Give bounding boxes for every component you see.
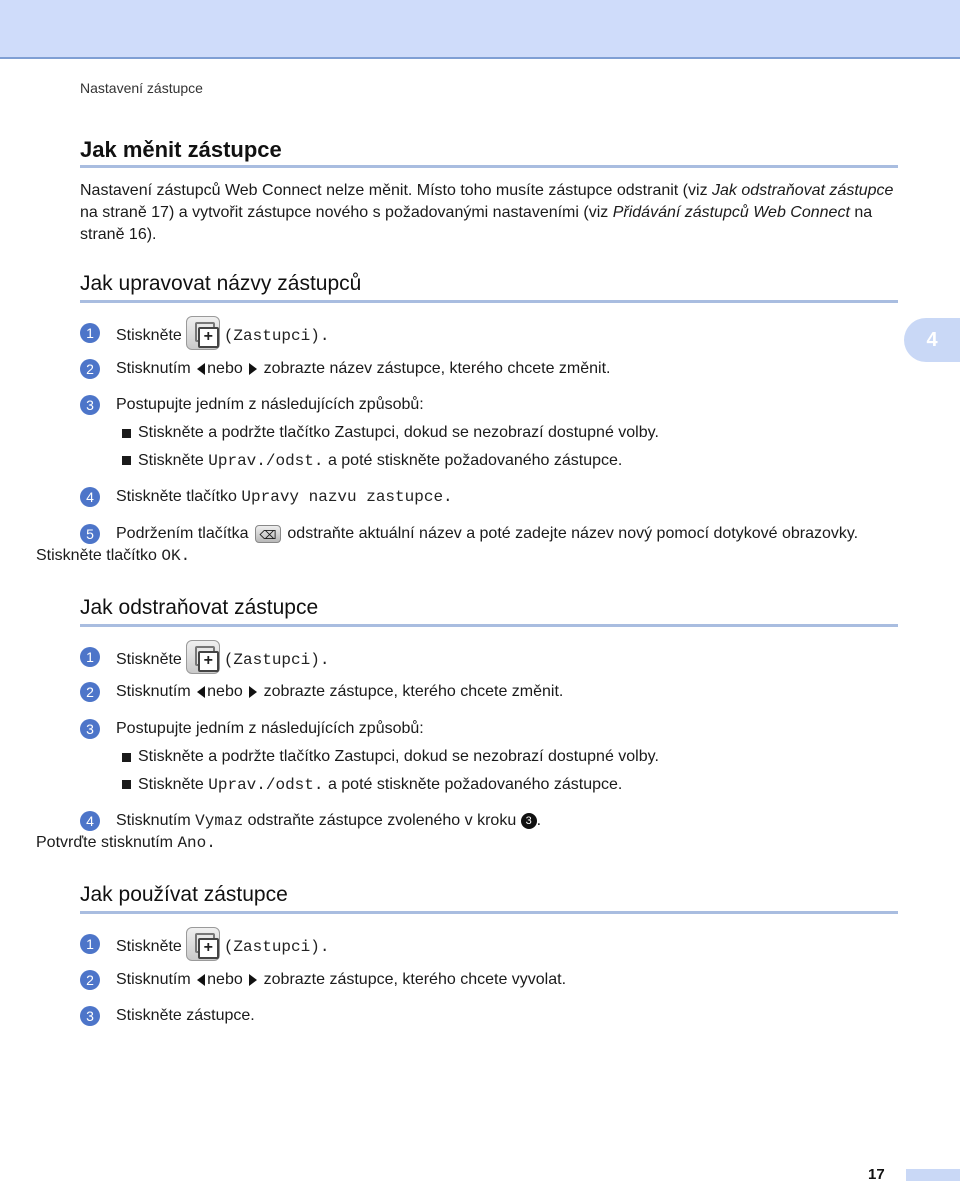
chapter-tab: 4 [904,318,960,362]
step-text: odstraňte zástupce zvoleného v kroku [247,812,517,829]
step-item [80,969,910,991]
bullet-text: Stiskněte [138,452,204,469]
section-intro-paragraph [80,180,898,246]
ui-term: Ano. [177,834,216,852]
ui-term: (Zastupci). [223,938,330,957]
bullet-item [138,450,622,472]
ui-term: (Zastupci). [223,651,330,670]
ui-term: Uprav./odst. [208,452,324,470]
step-text: Stiskněte tlačítko [36,547,157,564]
step-text: Stisknutím [116,971,191,988]
step-continuation [36,832,216,854]
right-arrow-icon [249,974,257,986]
step-item [80,358,910,380]
bullet-text: a poté stiskněte požadovaného zástupce. [327,452,623,469]
step-number: 2 [80,359,100,379]
cross-reference-link[interactable]: Přidávání zástupců Web Connect [612,204,850,221]
step-text: Potvrďte stisknutím [36,834,173,851]
step-item [80,486,910,508]
step-text: Stiskněte zástupce. [116,1007,255,1024]
ui-term: (Zastupci). [223,327,330,346]
section-title-change-shortcuts: Jak měnit zástupce [80,137,282,162]
intro-text-a: Nastavení zástupců Web Connect nelze měnit. Místo toho musíte zástupce odstranit (viz [80,182,713,199]
bullet-marker [122,753,131,762]
bullet-text: Stiskněte a podržte tlačítko Zastupci, dokud se nezobrazí dostupné volby. [138,748,659,765]
section-divider [80,911,898,914]
section-divider [80,624,898,627]
cross-reference-link[interactable]: Jak odstraňovat zástupce [712,182,894,199]
section-title-delete-shortcuts: Jak odstraňovat zástupce [80,596,319,619]
step-item [80,646,910,668]
left-arrow-icon [197,974,205,986]
step-text: Stiskněte [116,327,182,345]
step-item [80,523,910,545]
intro-text-b: na straně 17) a vytvořit zástupce nového s požadovanými nastaveními (viz [80,204,613,221]
step-text: nebo [207,360,243,377]
section-divider [80,300,898,303]
step-number: 2 [80,682,100,702]
step-text: Stiskněte [116,651,182,669]
step-number: 3 [80,395,100,415]
bullet-text: Stiskněte a podržte tlačítko Zastupci, dokud se nezobrazí dostupné volby. [138,424,659,441]
intro-text-c: na straně 16). [80,204,873,243]
step-number: 1 [80,323,100,343]
right-arrow-icon [249,363,257,375]
step-item [80,681,910,703]
step-item [80,810,910,832]
bullet-marker [122,456,131,465]
ui-term: Uprav./odst. [208,776,324,794]
step-text: Stisknutím [116,683,191,700]
section-title-use-shortcuts: Jak používat zástupce [80,883,288,906]
step-text: Postupujte jedním z následujících způsobů: [116,720,424,737]
breadcrumb: Nastavení zástupce [80,80,203,96]
step-text: Podržením tlačítka [116,525,249,542]
step-item [80,933,910,955]
shortcut-icon: + [186,640,220,674]
step-text: . [536,812,542,829]
step-item [80,322,910,344]
step-text: nebo [207,683,243,700]
left-arrow-icon [197,363,205,375]
step-text: odstraňte aktuální název a poté zadejte název nový pomocí dotykové obrazovky. [287,525,859,542]
bullet-marker [122,429,131,438]
step-text: Stisknutím [116,812,191,829]
step-text: zobrazte název zástupce, kterého chcete změnit. [263,360,611,377]
bullet-text: Stiskněte [138,776,204,793]
section-divider [80,165,898,168]
step-text: zobrazte zástupce, kterého chcete změnit. [263,683,564,700]
step-reference-number: 3 [521,813,537,829]
left-arrow-icon [197,686,205,698]
page-header-band [0,0,960,59]
shortcut-icon: + [186,316,220,350]
step-continuation [36,545,190,567]
right-arrow-icon [249,686,257,698]
step-text: nebo [207,971,243,988]
step-number: 1 [80,934,100,954]
step-text: Stiskněte [116,938,182,956]
step-number: 2 [80,970,100,990]
step-number: 4 [80,811,100,831]
step-text: Stisknutím [116,360,191,377]
ui-term: Vymaz [195,812,244,830]
bullet-text: a poté stiskněte požadovaného zástupce. [327,776,623,793]
page-number: 17 [868,1166,885,1183]
step-text: zobrazte zástupce, kterého chcete vyvolat. [263,971,567,988]
step-number: 5 [80,524,100,544]
ui-term: Upravy nazvu zastupce. [241,488,453,506]
step-number: 4 [80,487,100,507]
bullet-item [138,774,622,796]
step-text: Postupujte jedním z následujících způsobů: [116,396,424,413]
ui-term: OK. [161,547,191,565]
step-item [80,1005,910,1027]
step-number: 1 [80,647,100,667]
bullet-marker [122,780,131,789]
section-title-rename-shortcuts: Jak upravovat názvy zástupců [80,272,362,295]
step-item [80,718,910,740]
step-number: 3 [80,719,100,739]
shortcut-icon: + [186,927,220,961]
step-number: 3 [80,1006,100,1026]
backspace-icon: ⌫ [255,525,281,543]
page-number-band [906,1169,960,1181]
step-item [80,394,910,416]
step-text: Stiskněte tlačítko [116,488,237,505]
